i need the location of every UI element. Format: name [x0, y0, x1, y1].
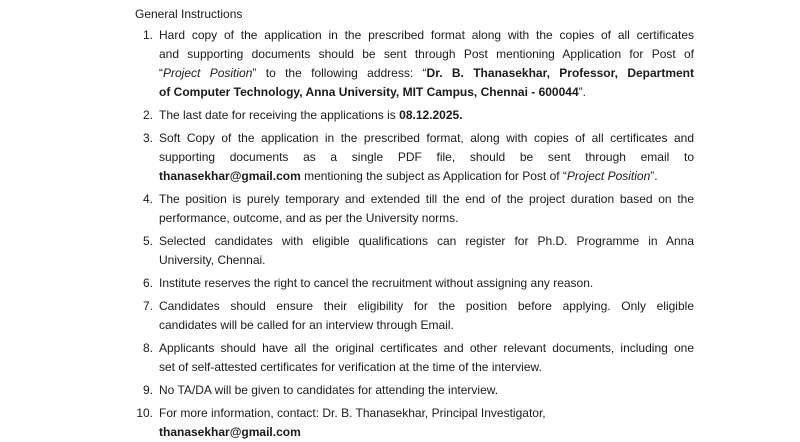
- text-run: The last date for receiving the applications is: [159, 108, 400, 122]
- text-run: ”.: [650, 169, 658, 183]
- list-item: [135, 106, 800, 125]
- text-run: Institute reserves the right to cancel the recruitment without assigning any reason.: [159, 276, 594, 290]
- text-run: The position is purely temporary and extended till the end of the project duration based on the: [159, 192, 694, 206]
- list-item: [135, 274, 800, 293]
- text-run: candidates will be called for an interview through Email.: [159, 318, 454, 332]
- list-item-line: [159, 232, 694, 251]
- text-run: Candidates should ensure their eligibility for the position before applying. Only eligible: [159, 299, 694, 313]
- list-item: [135, 190, 800, 228]
- instruction-list: [135, 26, 800, 442]
- list-item-line: [159, 129, 694, 148]
- list-item-text: [159, 106, 694, 125]
- list-item-text: [159, 297, 694, 335]
- list-item-number: 6.: [142, 276, 153, 290]
- text-run: Applicants should have all the original certificates and other relevant documents, including one: [159, 341, 694, 355]
- list-item-text: [159, 404, 694, 442]
- list-item-line: [159, 83, 694, 102]
- list-item-text: [159, 381, 694, 400]
- text-run: ” to the following address: “: [252, 66, 427, 80]
- list-item-line: [159, 316, 694, 335]
- text-run: Project Position: [163, 66, 253, 80]
- list-item-line: [159, 404, 694, 423]
- list-item-number: 4.: [142, 192, 153, 206]
- text-run: Dr. B. Thanasekhar, Professor, Department: [426, 66, 695, 80]
- list-item-line: [159, 190, 694, 209]
- text-run: University, Chennai.: [159, 253, 266, 267]
- list-item: [135, 404, 800, 442]
- text-run: Project Position: [566, 169, 651, 183]
- list-item-text: [159, 274, 694, 293]
- list-item: [135, 339, 800, 377]
- list-item-text: [159, 232, 694, 270]
- list-item: [135, 232, 800, 270]
- text-run: ”.: [578, 85, 586, 99]
- text-run: “: [159, 66, 163, 80]
- list-item-number: 10.: [136, 406, 153, 420]
- text-run: No TA/DA will be given to candidates for attending the interview.: [159, 383, 499, 397]
- list-item-line: [159, 381, 694, 400]
- text-run: 08.12.2025.: [399, 108, 463, 122]
- list-item-line: [159, 106, 694, 125]
- list-item-text: [159, 26, 694, 102]
- list-item-number: 7.: [142, 299, 153, 313]
- list-item-line: [159, 423, 694, 442]
- list-item-number: 8.: [142, 341, 153, 355]
- text-run: performance, outcome, and as per the University norms.: [159, 211, 459, 225]
- text-run: Soft Copy of the application in the prescribed format, along with copies of all certificates and: [159, 131, 694, 145]
- text-run: of Computer Technology, Anna University, MIT Campus, Chennai - 600044: [159, 85, 579, 99]
- text-run: Hard copy of the application in the prescribed format along with the copies of all certificates: [159, 28, 694, 42]
- list-item: [135, 129, 800, 186]
- list-item-number: 5.: [142, 234, 153, 248]
- list-item-line: [159, 274, 694, 293]
- list-item-line: [159, 209, 694, 228]
- list-item-number: 1.: [142, 28, 153, 42]
- list-item-line: [159, 64, 694, 83]
- list-item-line: [159, 45, 694, 64]
- text-run: thanasekhar@gmail.com: [159, 425, 301, 439]
- list-item: [135, 297, 800, 335]
- list-item-number: 2.: [142, 108, 153, 122]
- list-item-line: [159, 148, 694, 167]
- list-item: [135, 381, 800, 400]
- list-item: [135, 26, 800, 102]
- text-run: supporting documents as a single PDF file, should be sent through email to: [159, 150, 694, 164]
- list-item-line: [159, 297, 694, 316]
- list-item-text: [159, 190, 694, 228]
- text-run: mentioning the subject as Application for Post of “: [300, 169, 567, 183]
- list-item-line: [159, 358, 694, 377]
- list-item-line: [159, 167, 694, 186]
- list-item-number: 9.: [142, 383, 153, 397]
- list-item-line: [159, 26, 694, 45]
- text-run: Selected candidates with eligible qualifications can register for Ph.D. Programme in Anna: [159, 234, 694, 248]
- list-item-number: 3.: [142, 131, 153, 145]
- list-item-line: [159, 251, 694, 270]
- text-run: and supporting documents should be sent through Post mentioning Application for Post of: [159, 47, 694, 61]
- text-run: For more information, contact: Dr. B. Thanasekhar, Principal Investigator,: [159, 406, 546, 420]
- text-run: thanasekhar@gmail.com: [159, 169, 301, 183]
- text-run: set of self-attested certificates for verification at the time of the interview.: [159, 360, 542, 374]
- list-item-text: [159, 339, 694, 377]
- page-title: General Instructions: [135, 7, 243, 21]
- list-item-line: [159, 339, 694, 358]
- list-item-text: [159, 129, 694, 186]
